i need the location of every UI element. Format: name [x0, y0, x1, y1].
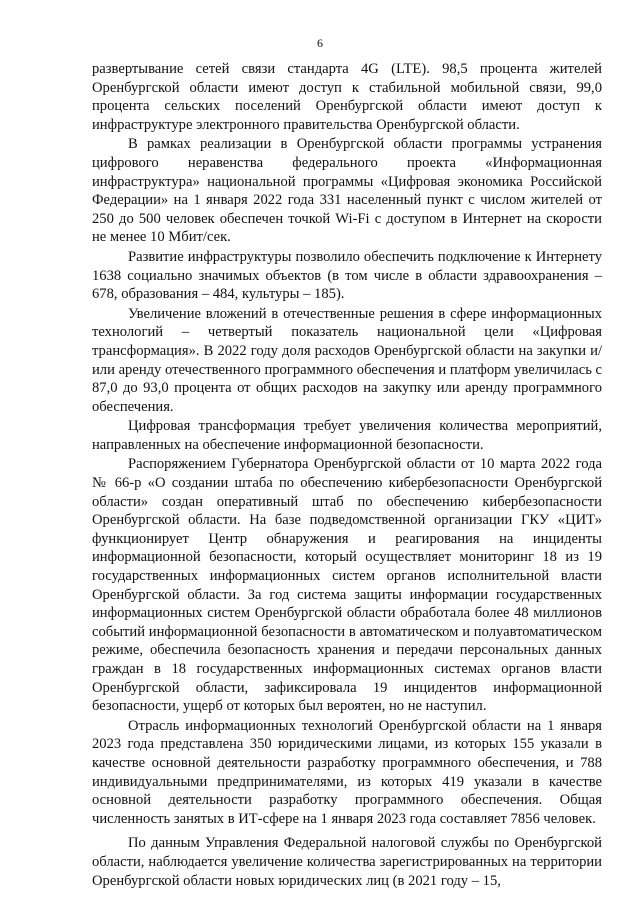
document-body [92, 60, 602, 891]
paragraph-mobile-coverage: развертывание сетей связи стандарта 4G (LTE). 98,5 процента жителей Оренбургской области имеют доступ к стабильной мобильной связи, 99,0 процента сельских поселений Оренбургской области имеют доступ к инфраструктуре электронного правительства Оренбургской области. [92, 61, 602, 133]
paragraph-domestic-software: Увеличение вложений в отечественные решения в сфере информационных технологий – четвертый показатель национальной цели «Цифровая трансформация». В 2022 году доля расходов Оренбургской области на закупки и/или аренду отечественного программного обеспечения и платформ увеличилась с 87,0 до 93,0 процента от общих расходов на закупку или аренду программного обеспечения. [92, 305, 602, 415]
paragraph-security-measures: Цифровая трансформация требует увеличения количества мероприятий, направленных на обеспечение информационной безопасности. [92, 418, 602, 453]
paragraph-tax-service: По данным Управления Федеральной налоговой службы по Оренбургской области, наблюдается увеличение количества зарегистрированных на территории Оренбургской области новых юридических лиц (в 2021 году – 15, [92, 835, 602, 889]
paragraph-it-industry: Отрасль информационных технологий Оренбургской области на 1 января 2023 года представлена 350 юридическими лицами, из которых 155 указали в качестве основной деятельности разработку программного обеспечения, и 788 индивидуальными предпринимателями, из которых 419 указали в качестве основной деятельности разработку программного обеспечения. Общая численность занятых в ИТ-сфере на 1 января 2023 года составляет 7856 человек. [92, 717, 602, 827]
paragraph-wifi-program: В рамках реализации в Оренбургской области программы устранения цифрового неравенства федерального проекта «Информационная инфраструктура» национальной программы «Цифровая экономика Российской Федерации» на 1 января 2022 года 331 населенный пункт с числом жителей от 250 до 500 человек обеспечен точкой Wi-Fi с доступом в Интернет на скорости не менее 10 Мбит/сек. [92, 136, 602, 246]
paragraph-infrastructure: Развитие инфраструктуры позволило обеспечить подключение к Интернету 1638 социально значимых объектов (в том числе в области здравоохранения – 678, образования – 484, культуры – 185). [92, 248, 602, 303]
paragraph-cybersecurity-staff: Распоряжением Губернатора Оренбургской области от 10 марта 2022 года № 66-р «О создании штаба по обеспечению кибербезопасности Оренбургской области» создан оперативный штаб по обеспечению кибербезопасности Оренбургской области. На базе подведомственной организации ГКУ «ЦИТ» функционирует Центр обнаружения и реагирования на инциденты информационной безопасности, который осуществляет мониторинг 18 из 19 государственных информационных систем органов исполнительной власти Оренбургской области. За год система защиты информации государственных информационных систем Оренбургской области обработала более 48 миллионов событий информационной безопасности в автоматическом и полуавтоматическом режиме, обеспечила безопасность хранения и передачи персональных данных граждан в 18 государственных информационных системах органов власти Оренбургской области, зафиксировала 19 инцидентов информационной безопасности, ущерб от которых был вероятен, но не наступил. [92, 456, 602, 715]
page-number: 6 [317, 36, 323, 50]
